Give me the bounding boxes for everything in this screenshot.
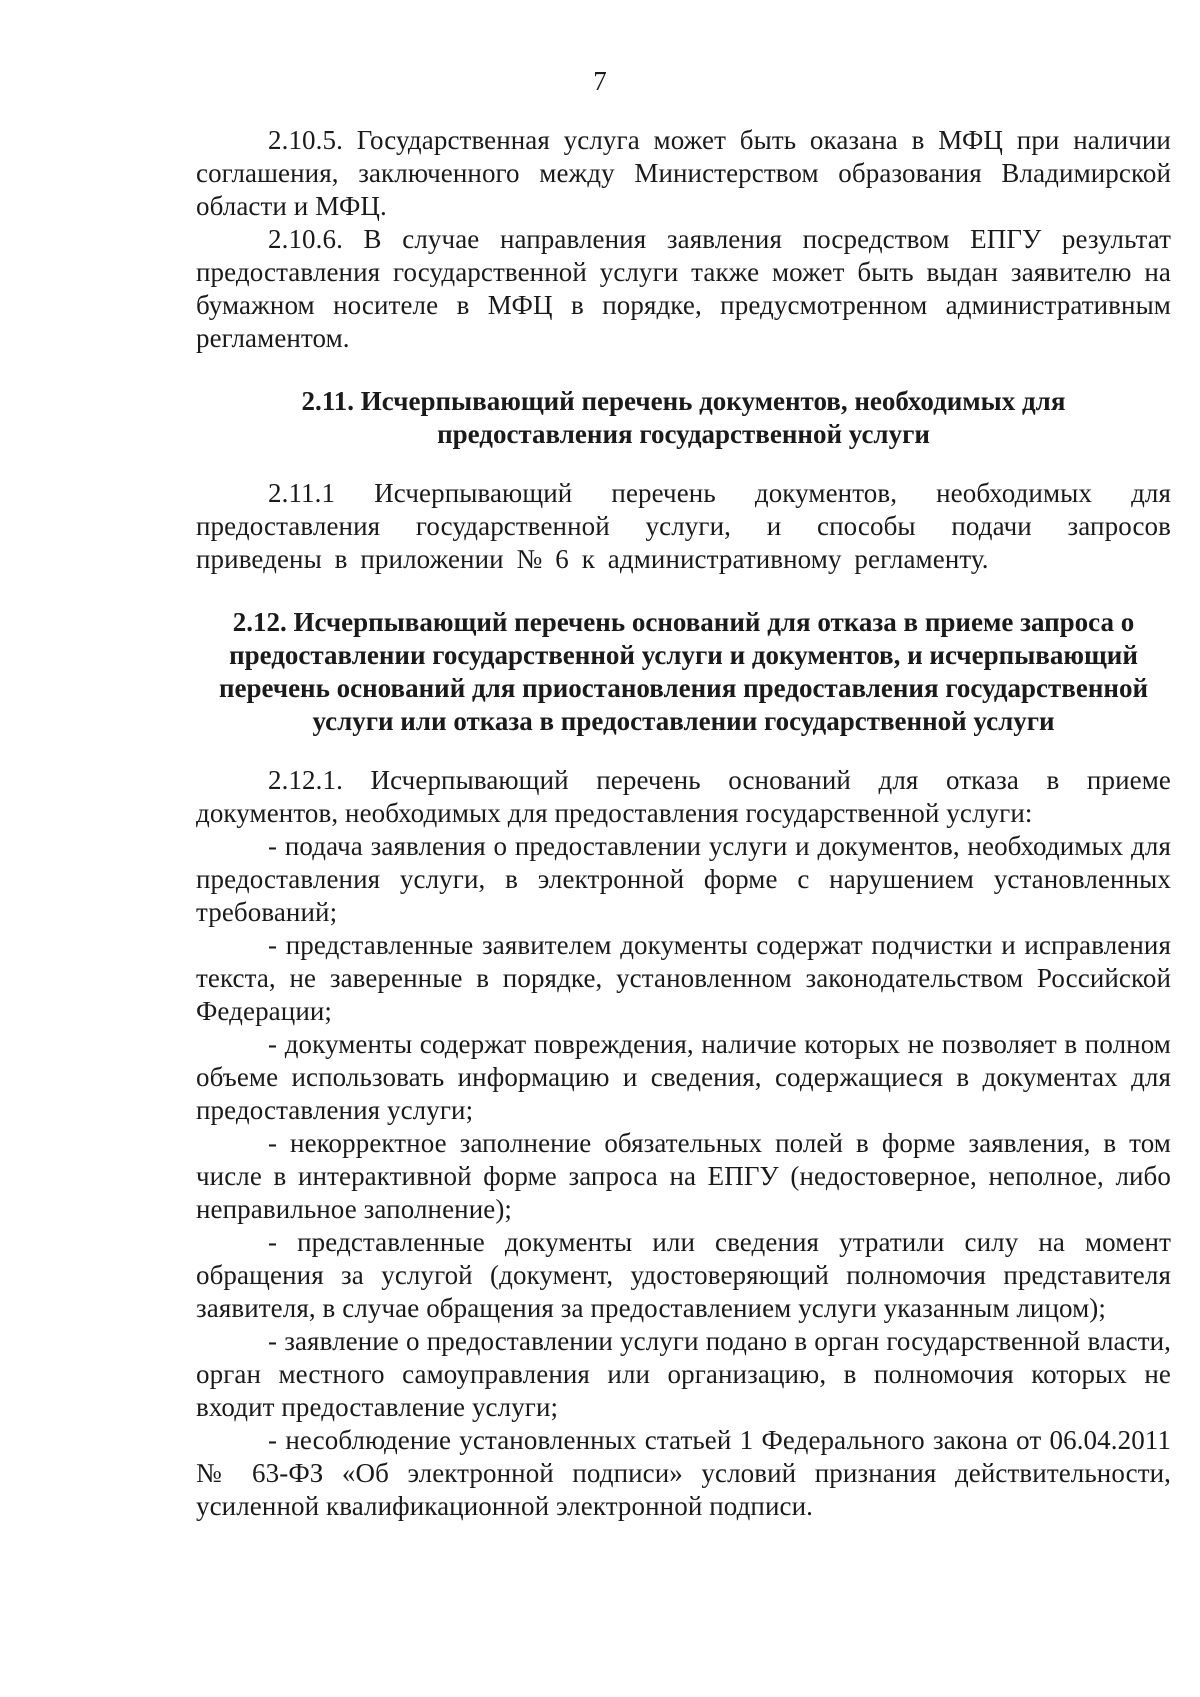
document-body xyxy=(196,124,1171,1523)
spacer xyxy=(196,355,1171,385)
paragraph-2-12-1: 2.12.1. Исчерпывающий перечень оснований для отказа в приеме документов, необходимых для предоставления государственной услуги: xyxy=(196,765,1171,828)
spacer xyxy=(196,451,1171,477)
list-item: - заявление о предоставлении услуги подано в орган государственной власти, орган местного самоуправления или организацию, в полномочия которых не входит предоставление услуги; xyxy=(196,1326,1171,1422)
list-item: - подача заявления о предоставлении услуги и документов, необходимых для предоставления услуги, в электронной форме с нарушением установленных требований; xyxy=(196,831,1171,927)
section-heading-2-12: 2.12. Исчерпывающий перечень оснований для отказа в приеме запроса о предоставлении государственной услуги и документов, и исчерпывающий перечень оснований для приостановления предоставления государственной услуги или отказа в предоставлении государственной услуги xyxy=(218,607,1149,736)
spacer xyxy=(196,576,1171,606)
list-item: - несоблюдение установленных статьей 1 Федерального закона от 06.04.2011 № 63-ФЗ «Об электронной подписи» условий признания действительности, усиленной квалификационной электронной подписи. xyxy=(196,1425,1171,1521)
page-number: 7 xyxy=(593,66,607,96)
section-heading-2-11: 2.11. Исчерпывающий перечень документов, необходимых для предоставления государственной услуги xyxy=(301,386,1066,449)
spacer xyxy=(196,738,1171,764)
paragraph-2-10-6: 2.10.6. В случае направления заявления посредством ЕПГУ результат предоставления государственной услуги также может быть выдан заявителю на бумажном носителе в МФЦ в порядке, предусмотренном административным регламентом. xyxy=(196,224,1171,353)
list-item: - документы содержат повреждения, наличие которых не позволяет в полном объеме использовать информацию и сведения, содержащиеся в документах для предоставления услуги; xyxy=(196,1029,1171,1125)
paragraph-2-11-1: 2.11.1 Исчерпывающий перечень документов, необходимых для предоставления государственной услуги, и способы подачи запросов приведены в приложении № 6 к административному регламенту. xyxy=(196,478,1171,574)
list-item: - некорректное заполнение обязательных полей в форме заявления, в том числе в интерактивной форме запроса на ЕПГУ (недостоверное, неполное, либо неправильное заполнение); xyxy=(196,1128,1171,1224)
paragraph-2-10-5: 2.10.5. Государственная услуга может быть оказана в МФЦ при наличии соглашения, заключенного между Министерством образования Владимирской области и МФЦ. xyxy=(196,125,1171,221)
list-item: - представленные заявителем документы содержат подчистки и исправления текста, не заверенные в порядке, установленном законодательством Российской Федерации; xyxy=(196,930,1171,1026)
list-item: - представленные документы или сведения утратили силу на момент обращения за услугой (документ, удостоверяющий полномочия представителя заявителя, в случае обращения за предоставлением услуги указанным лицом); xyxy=(196,1227,1171,1323)
